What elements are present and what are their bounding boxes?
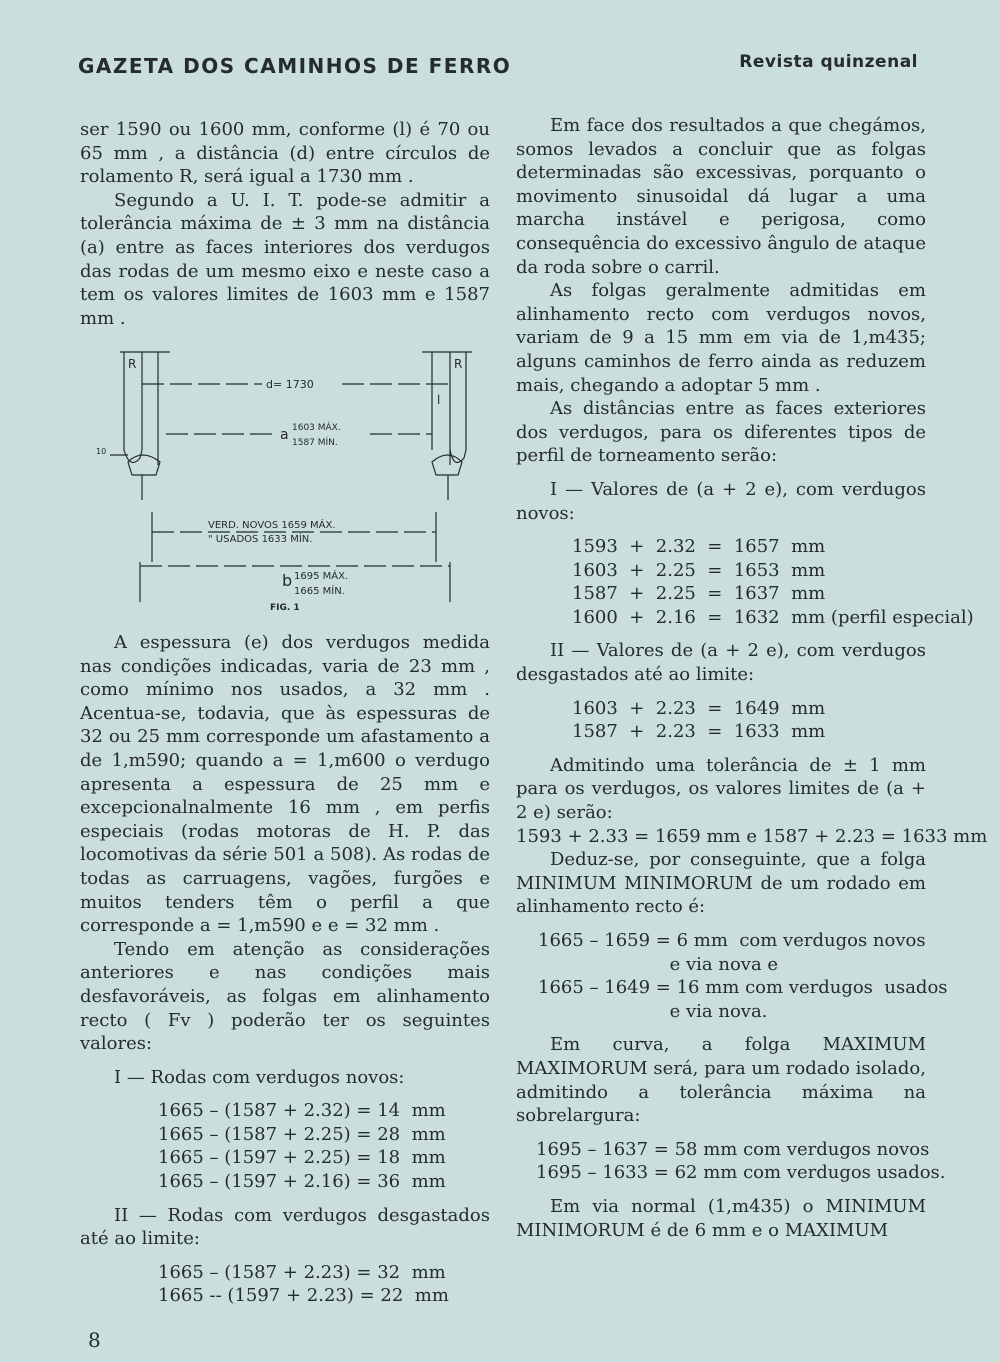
paragraph: Em via normal (1,m435) o MINIMUM MINIMORUM é de 6 mm e o MAXIMUM xyxy=(516,1195,926,1241)
equation: 1665 – 1659 = 6 mm com verdugos novos xyxy=(538,930,926,951)
paragraph: Segundo a U. I. T. pode-se admitir a tolerância máxima de ± 3 mm na distância (a) entre as faces interiores dos verdugos das rodas de um mesmo eixo e neste caso a tem os valores limites de 1603 mm e 1587 mm . xyxy=(80,189,490,329)
equation: 1665 – (1597 + 2.16) = 36 mm xyxy=(158,1171,446,1193)
subheading: II — Rodas com verdugos desgastados até ao limite: xyxy=(80,1204,490,1250)
equation: 1600 + 2.16 = 1632 mm (perfil especial) xyxy=(572,606,974,628)
label-e-max: VERD. NOVOS 1659 MÁX. xyxy=(208,520,336,531)
wheelset-diagram xyxy=(80,340,490,620)
equation: 1665 -- (1597 + 2.23) = 22 mm xyxy=(158,1285,449,1307)
label-10: 10 xyxy=(96,447,107,456)
equation: 1593 + 2.33 = 1659 mm e 1587 + 2.23 = 1633 mm xyxy=(516,825,988,847)
equation: 1603 + 2.23 = 1649 mm xyxy=(572,697,826,719)
equation: 1587 + 2.23 = 1633 mm xyxy=(572,721,826,743)
equation: 1665 – (1587 + 2.32) = 14 mm xyxy=(158,1100,446,1122)
paragraph: Deduz-se, por conseguinte, que a folga MINIMUM MINIMORUM de um rodado em alinhamento recto é: xyxy=(516,849,926,918)
label-e-min: " USADOS 1633 MÍN. xyxy=(208,534,313,545)
magazine-subtitle: Revista quinzenal xyxy=(739,52,918,72)
equation: 1587 + 2.25 = 1637 mm xyxy=(572,583,826,605)
equation: e via nova. xyxy=(538,1000,768,1022)
paragraph: Admitindo uma tolerância de ± 1 mm para os verdugos, os valores limites de (a + 2 e) serão: xyxy=(516,754,926,824)
magazine-title: GAZETA DOS CAMINHOS DE FERRO xyxy=(78,54,512,78)
equation: 1665 – (1597 + 2.25) = 18 mm xyxy=(158,1147,446,1169)
label-d: d= 1730 xyxy=(266,378,314,391)
equation: 1665 – (1587 + 2.25) = 28 mm xyxy=(158,1123,446,1145)
paragraph: A espessura (e) dos verdugos medida nas condições indicadas, varia de 23 mm , como mínimo nos usados, a 32 mm . Acentua-se, todavia, que às espessuras de 32 ou 25 mm corresponde um afastamento a de 1,m590; quando a = 1,m600 o verdugo apresenta a espessura de 25 mm e excepcionalnalmente 16 mm , em perfis especiais (rodas motoras de H. P. das locomotivas da série 501 a 508). As rodas de todas as carruagens, vagões, furgões e muitos tenders têm o perfil a que corresponde a = 1,m590 e e = 32 mm . xyxy=(80,632,490,937)
label-b-min: 1665 MÍN. xyxy=(294,586,345,597)
paragraph: Em face dos resultados a que chegámos, somos levados a concluir que as folgas determinadas são excessivas, porquanto o movimento sinusoidal dá lugar a uma marcha instável e perigosa, como consequência do excessivo ângulo de ataque da roda sobre o carril. xyxy=(516,115,926,278)
equation: 1665 – (1587 + 2.23) = 32 mm xyxy=(158,1261,446,1283)
page-number: 8 xyxy=(88,1328,101,1352)
label-b-max: 1695 MÁX. xyxy=(294,571,349,582)
left-column-top xyxy=(80,118,490,330)
figure-caption: FIG. 1 xyxy=(270,603,300,613)
equation: 1695 – 1633 = 62 mm com verdugos usados. xyxy=(536,1162,946,1184)
equation: 1603 + 2.25 = 1653 mm xyxy=(572,559,826,581)
label-R-right: R xyxy=(454,357,463,371)
label-a: a xyxy=(280,427,289,443)
equation: 1665 – 1649 = 16 mm com verdugos usados xyxy=(538,977,948,999)
label-a-max: 1603 MÁX. xyxy=(292,423,341,433)
paragraph: ser 1590 ou 1600 mm, conforme (l) é 70 ou 65 mm , a distância (d) entre círculos de rolamento R, será igual a 1730 mm . xyxy=(80,119,490,188)
paragraph: Em curva, a folga MAXIMUM MAXIMORUM será, para um rodado isolado, admitindo a tolerância máxima na sobrelargura: xyxy=(516,1034,926,1127)
equation: e via nova e xyxy=(538,953,779,975)
label-l: l xyxy=(437,393,441,407)
subheading: II — Valores de (a + 2 e), com verdugos desgastados até ao limite: xyxy=(516,640,926,686)
label-b: b xyxy=(282,571,293,590)
equation: 1695 – 1637 = 58 mm com verdugos novos xyxy=(536,1138,930,1160)
label-a-min: 1587 MÍN. xyxy=(292,438,338,448)
subheading: I — Valores de (a + 2 e), com verdugos novos: xyxy=(516,478,926,524)
paragraph: Tendo em atenção as considerações anteriores e nas condições mais desfavoráveis, as folgas em alinhamento recto ( Fv ) poderão ter os seguintes valores: xyxy=(80,938,490,1055)
equation: 1593 + 2.32 = 1657 mm xyxy=(572,536,826,558)
left-column-bottom xyxy=(80,631,490,1308)
right-column xyxy=(516,114,988,1242)
subheading: I — Rodas com verdugos novos: xyxy=(114,1066,405,1088)
label-R-left: R xyxy=(128,357,137,371)
paragraph: As folgas geralmente admitidas em alinhamento recto com verdugos novos, variam de 9 a 15 mm em via de 1,m435; alguns caminhos de ferro ainda as reduzem mais, chegando a adoptar 5 mm . xyxy=(516,280,926,396)
paragraph: As distâncias entre as faces exteriores dos verdugos, para os diferentes tipos de perfil de torneamento serão: xyxy=(516,398,926,467)
